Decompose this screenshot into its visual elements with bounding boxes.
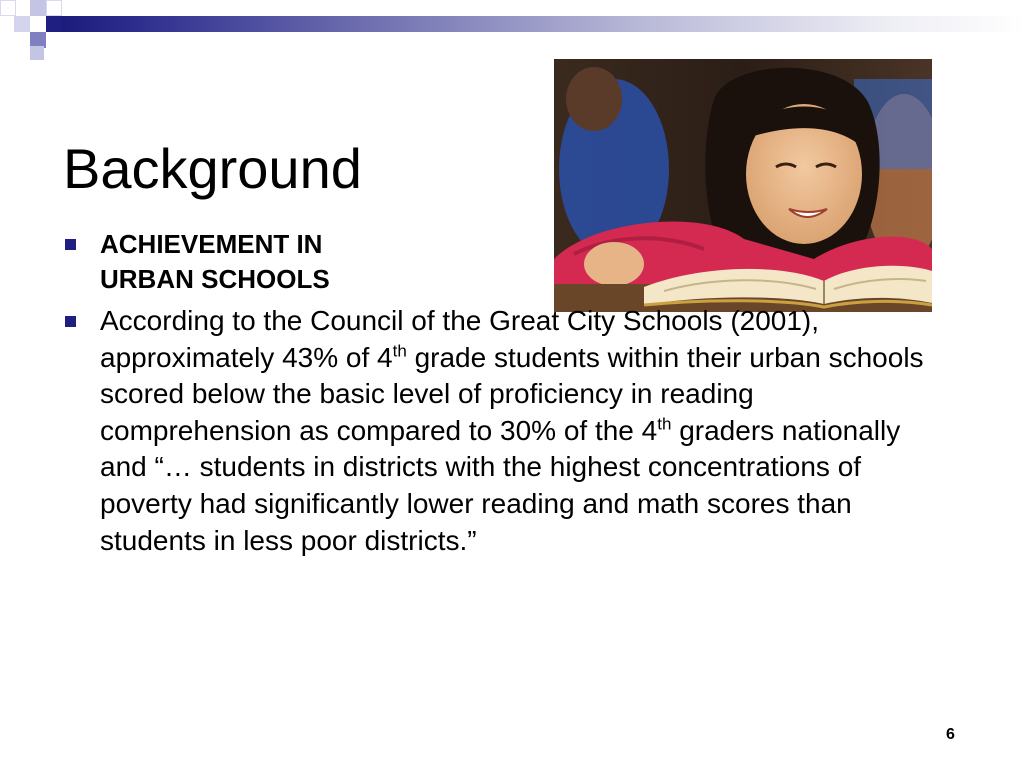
superscript-th-2: th [657, 414, 672, 434]
bullet-heading-line1: ACHIEVEMENT IN [100, 229, 323, 259]
paragraph-text-1: According to the Council of the Great City Schools (2001), approximately 43% of 4 [100, 305, 820, 373]
square-bullet-icon [65, 239, 76, 250]
paragraph-text-3: graders nationally and “… students in districts with the highest concentrations of poverty had significantly lower reading and math scores than students in less poor districts.” [100, 414, 901, 556]
page-number: 6 [946, 726, 955, 743]
bullet-heading-line2: URBAN SCHOOLS [100, 264, 330, 294]
bullet-list [62, 227, 942, 559]
superscript-th-1: th [392, 341, 407, 361]
slide-title: Background [63, 136, 362, 200]
paragraph-text-2: grade students within their urban schools scored below the basic level of proficiency in reading comprehension as compared to 30% of the 4 [100, 341, 924, 446]
square-bullet-icon [65, 316, 76, 327]
bullet-paragraph [62, 303, 940, 559]
header-gradient-bar [62, 16, 1024, 32]
bullet-heading [62, 227, 942, 297]
